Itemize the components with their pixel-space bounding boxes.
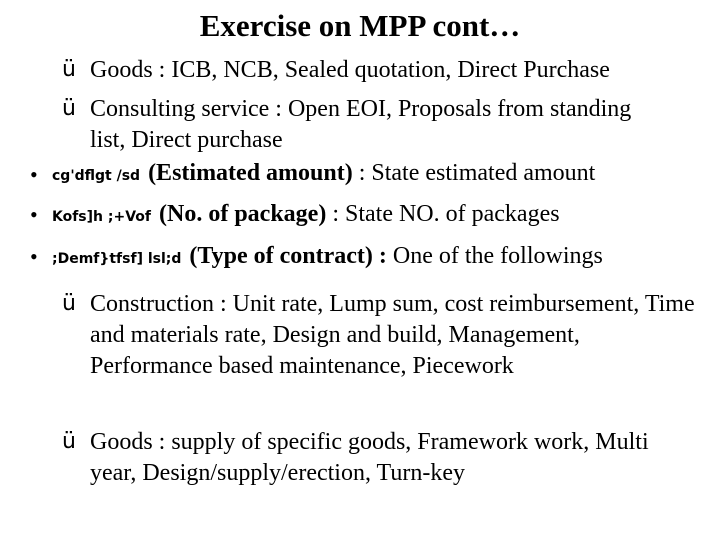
bullet-bold: (Type of contract) : (189, 243, 387, 269)
bullet-bold: (No. of package) (159, 201, 327, 227)
check-icon: ü (62, 291, 76, 316)
check-icon: ü (62, 96, 76, 121)
nepali-label: cg'dflgt /sd (52, 168, 141, 184)
nepali-label: Kofs]h ;+Vof (52, 209, 151, 225)
bullet-rest: : State NO. of packages (326, 201, 560, 227)
slide-title: Exercise on MPP cont… (199, 8, 521, 43)
bullet-icon: • (30, 244, 38, 269)
bullet-bold: (Estimated amount) (148, 160, 353, 186)
bullet-item-type-of-contract (52, 241, 603, 274)
nepali-label: ;Demf}tfsf] lsl;d (52, 251, 182, 267)
check-icon: ü (62, 429, 76, 454)
bullet-item-no-of-package (52, 199, 560, 232)
check-item-consulting: Consulting service : Open EOI, Proposals from standing list, Direct purchase (90, 96, 632, 153)
bullet-icon: • (30, 202, 38, 227)
bullet-item-estimated-amount (52, 158, 595, 191)
check-item-construction: Construction : Unit rate, Lump sum, cost reimbursement, Time and materials rate, Design and build, Management, Performance based maintenance, Piecework (90, 291, 695, 379)
check-item-goods: Goods : ICB, NCB, Sealed quotation, Direct Purchase (90, 57, 610, 83)
check-icon: ü (62, 57, 76, 82)
bullet-icon: • (30, 162, 38, 187)
bullet-rest: : State estimated amount (352, 160, 596, 186)
bullet-rest: One of the followings (386, 243, 603, 269)
check-item-goods-contract: Goods : supply of specific goods, Framework work, Multi year, Design/supply/erection, Turn-key (90, 429, 649, 486)
